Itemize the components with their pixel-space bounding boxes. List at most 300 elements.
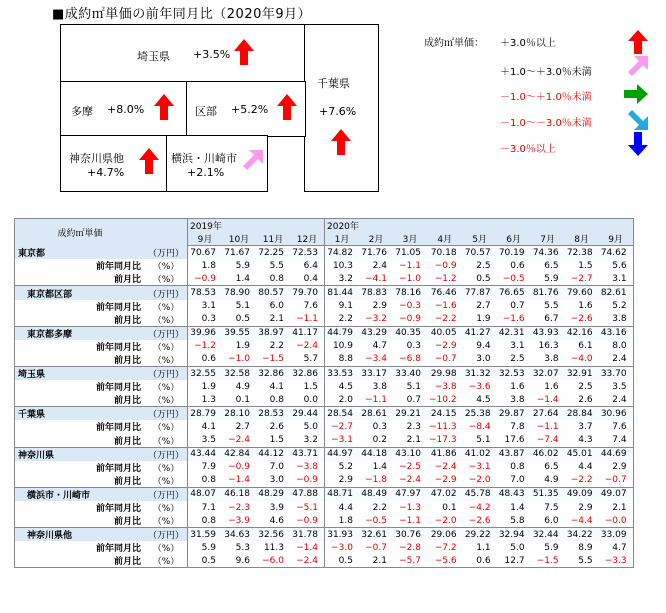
table-cell: −1.1 bbox=[393, 514, 427, 528]
table-row bbox=[15, 380, 634, 393]
table-cell: 7.9 bbox=[188, 461, 223, 474]
table-cell: 43.10 bbox=[393, 447, 427, 461]
table-cell: 34.63 bbox=[222, 528, 256, 542]
table-row bbox=[15, 487, 634, 501]
table-cell: 0.1 bbox=[222, 393, 256, 407]
table-cell: −1.2 bbox=[427, 272, 463, 286]
table-cell: −1.4 bbox=[222, 474, 256, 488]
group-name: 東京都 bbox=[15, 246, 146, 260]
table-cell: 32.56 bbox=[256, 528, 290, 542]
table-cell: 0.7 bbox=[393, 393, 427, 407]
table-cell: 9.1 bbox=[325, 300, 360, 313]
table-cell: 5.0 bbox=[510, 542, 525, 553]
row-label: 前月比 bbox=[15, 393, 146, 407]
table-cell: −2.5 bbox=[399, 462, 421, 473]
table-row bbox=[15, 447, 634, 461]
group-name: 東京都多摩 bbox=[15, 326, 146, 340]
region-tama bbox=[60, 81, 188, 137]
table-row bbox=[15, 353, 634, 367]
region-tama-name: 多摩 bbox=[71, 105, 93, 118]
table-cell: 3.8 bbox=[531, 353, 565, 367]
table-cell: 6.0 bbox=[531, 514, 565, 528]
table-cell: −2.4 bbox=[290, 554, 325, 568]
table-cell: −2.9 bbox=[427, 474, 463, 488]
table-cell: 2.9 bbox=[578, 502, 593, 513]
table-cell: −6.8 bbox=[393, 353, 427, 367]
table-cell: −3.9 bbox=[222, 514, 256, 528]
table-cell: 2.9 bbox=[325, 474, 360, 488]
row-label: 前月比 bbox=[15, 313, 146, 327]
table-cell: 1.4 bbox=[222, 272, 256, 286]
table-cell: 2.7 bbox=[235, 421, 250, 432]
table-cell: 33.70 bbox=[599, 367, 634, 381]
table-cell: 44.12 bbox=[256, 447, 290, 461]
row-label: 前年同月比 bbox=[15, 340, 146, 353]
table-cell: 47.88 bbox=[290, 487, 325, 501]
table-cell: 38.97 bbox=[256, 326, 290, 340]
table-cell: 30.76 bbox=[393, 528, 427, 542]
table-cell: −1.0 bbox=[393, 272, 427, 286]
table-cell: 72.53 bbox=[290, 246, 325, 260]
table-cell: 5.9 bbox=[544, 542, 559, 553]
table-cell: 76.46 bbox=[427, 286, 463, 300]
table-row bbox=[15, 272, 634, 286]
table-cell: 7.5 bbox=[544, 502, 559, 513]
table-cell: 0.5 bbox=[463, 272, 497, 286]
table-cell: −10.2 bbox=[427, 393, 463, 407]
table-cell: 78.83 bbox=[359, 286, 393, 300]
table-cell: 3.1 bbox=[599, 272, 634, 286]
table-cell: 71.05 bbox=[393, 246, 427, 260]
table-cell: −1.1 bbox=[399, 260, 421, 271]
legend-label: ＋3.0％以上 bbox=[500, 38, 556, 49]
table-cell: −1.5 bbox=[256, 353, 290, 367]
table-cell: 31.32 bbox=[463, 367, 497, 381]
table-cell: 7.6 bbox=[599, 420, 634, 433]
row-label: 前年同月比 bbox=[15, 541, 146, 554]
table-row bbox=[15, 326, 634, 340]
table-cell: −3.1 bbox=[325, 434, 360, 448]
unit-label: （%） bbox=[145, 554, 188, 568]
table-cell: 1.4 bbox=[372, 462, 387, 473]
table-cell: 44.97 bbox=[325, 447, 360, 461]
unit-label: （%） bbox=[152, 262, 180, 273]
table-cell: 44.18 bbox=[359, 447, 393, 461]
table-cell: 48.71 bbox=[325, 487, 360, 501]
row-label: 前年同月比 bbox=[15, 380, 146, 393]
unit-label: （%） bbox=[152, 342, 180, 353]
table-cell: −4.1 bbox=[359, 272, 393, 286]
table-cell: 4.1 bbox=[269, 381, 284, 392]
table-cell: 70.67 bbox=[188, 246, 223, 260]
table-cell: 9.4 bbox=[476, 341, 491, 352]
table-cell: 1.5 bbox=[303, 381, 318, 392]
table-row bbox=[15, 259, 634, 272]
table-cell: −1.1 bbox=[290, 313, 325, 327]
row-label: 前月比 bbox=[15, 514, 146, 528]
table-row bbox=[15, 420, 634, 433]
table-row bbox=[15, 340, 634, 353]
price-table bbox=[14, 218, 654, 568]
region-chiba-name: 千葉県 bbox=[317, 77, 350, 90]
table-cell: −2.9 bbox=[434, 341, 457, 352]
region-kanagawa-other-name: 神奈川県他 bbox=[69, 152, 124, 165]
table-cell: 79.60 bbox=[565, 286, 599, 300]
group-name: 横浜市・川崎市 bbox=[15, 487, 146, 501]
month-header: 1月 bbox=[325, 232, 360, 246]
table-cell: 33.09 bbox=[599, 528, 634, 542]
table-cell: 2.5 bbox=[476, 260, 491, 271]
group-name: 東京都区部 bbox=[15, 286, 146, 300]
unit-label: （万円） bbox=[145, 447, 188, 461]
table-cell: 2.6 bbox=[269, 421, 284, 432]
table-cell: 7.8 bbox=[510, 421, 525, 432]
table-cell: 10.9 bbox=[325, 340, 360, 353]
table-cell: 79.70 bbox=[290, 286, 325, 300]
table-cell: −2.8 bbox=[399, 542, 421, 553]
table-cell: 0.3 bbox=[188, 313, 223, 327]
table-cell: −2.0 bbox=[427, 514, 463, 528]
table-cell: 4.5 bbox=[463, 393, 497, 407]
table-cell: 7.0 bbox=[269, 462, 284, 473]
table-cell: 5.2 bbox=[325, 461, 360, 474]
table-row bbox=[15, 461, 634, 474]
table-cell: 0.2 bbox=[359, 434, 393, 448]
row-label: 前月比 bbox=[15, 474, 146, 488]
table-cell: 1.5 bbox=[578, 260, 593, 271]
table-cell: 2.1 bbox=[256, 313, 290, 327]
table-cell: −0.9 bbox=[228, 462, 250, 473]
table-cell: −0.9 bbox=[434, 260, 457, 271]
table-cell: −8.4 bbox=[468, 421, 491, 432]
unit-label: （%） bbox=[152, 504, 180, 515]
table-row bbox=[15, 367, 634, 381]
table-cell: 16.3 bbox=[538, 341, 559, 352]
table-cell: 2.5 bbox=[578, 381, 593, 392]
table-cell: −2.6 bbox=[463, 514, 497, 528]
table-cell: 3.2 bbox=[290, 434, 325, 448]
table-cell: 2.1 bbox=[599, 501, 634, 514]
table-cell: 70.18 bbox=[427, 246, 463, 260]
table-cell: 3.2 bbox=[325, 272, 360, 286]
table-row bbox=[15, 246, 634, 260]
month-header: 12月 bbox=[290, 232, 325, 246]
table-cell: 5.1 bbox=[235, 301, 250, 312]
table-cell: 70.19 bbox=[497, 246, 531, 260]
unit-label: （%） bbox=[145, 353, 188, 367]
table-cell: 82.61 bbox=[599, 286, 634, 300]
month-header: 6月 bbox=[497, 232, 531, 246]
table-cell: 1.1 bbox=[476, 542, 491, 553]
table-cell: −0.9 bbox=[290, 514, 325, 528]
table-cell: 41.17 bbox=[290, 326, 325, 340]
table-cell: −2.2 bbox=[565, 474, 599, 488]
page-title: ■成約㎡単価の前年同月比（2020年9月） bbox=[52, 7, 312, 22]
table-cell: 0.7 bbox=[510, 301, 525, 312]
table-cell: −1.1 bbox=[359, 393, 393, 407]
table-cell: 5.9 bbox=[235, 260, 250, 271]
table-cell: 28.54 bbox=[325, 407, 360, 421]
table-cell: 1.6 bbox=[544, 381, 559, 392]
table-cell: −5.1 bbox=[296, 502, 318, 513]
table-cell: 32.86 bbox=[290, 367, 325, 381]
row-label: 前月比 bbox=[15, 272, 146, 286]
table-cell: −0.9 bbox=[393, 313, 427, 327]
table-cell: −2.4 bbox=[393, 474, 427, 488]
table-cell: 44.69 bbox=[599, 447, 634, 461]
table-cell: 2.6 bbox=[565, 393, 599, 407]
table-cell: 42.16 bbox=[565, 326, 599, 340]
table-cell: −3.3 bbox=[599, 554, 634, 568]
table-cell: 32.07 bbox=[531, 367, 565, 381]
unit-label: （%） bbox=[145, 434, 188, 448]
table-cell: 77.87 bbox=[463, 286, 497, 300]
table-cell: 46.02 bbox=[531, 447, 565, 461]
table-cell: 3.8 bbox=[497, 393, 531, 407]
table-cell: 1.3 bbox=[188, 393, 223, 407]
table-cell: 74.36 bbox=[531, 246, 565, 260]
table-cell: 30.96 bbox=[599, 407, 634, 421]
table-cell: 0.8 bbox=[256, 393, 290, 407]
table-cell: −4.4 bbox=[565, 514, 599, 528]
table-cell: 2.1 bbox=[393, 434, 427, 448]
table-cell: 76.65 bbox=[497, 286, 531, 300]
table-cell: 2.9 bbox=[599, 461, 634, 474]
table-cell: 7.0 bbox=[497, 474, 531, 488]
table-cell: −3.0 bbox=[325, 541, 360, 554]
table-cell: 0.5 bbox=[188, 554, 223, 568]
group-name: 千葉県 bbox=[15, 407, 146, 421]
row-label: 前月比 bbox=[15, 434, 146, 448]
table-cell: 5.5 bbox=[544, 301, 559, 312]
arrow-up-right-icon bbox=[241, 150, 263, 172]
table-cell: 2.4 bbox=[599, 353, 634, 367]
table-cell: 5.7 bbox=[290, 353, 325, 367]
table-cell: 5.1 bbox=[406, 381, 421, 392]
table-cell: −5.7 bbox=[393, 554, 427, 568]
table-cell: 5.6 bbox=[599, 259, 634, 272]
table-cell: 32.44 bbox=[531, 528, 565, 542]
legend-prefix: 成約㎡単価： bbox=[424, 38, 484, 49]
table-cell: 31.93 bbox=[325, 528, 360, 542]
table-cell: 32.61 bbox=[359, 528, 393, 542]
table-cell: 5.1 bbox=[463, 434, 497, 448]
table-cell: 0.8 bbox=[256, 272, 290, 286]
table-cell: 6.0 bbox=[269, 301, 284, 312]
table-cell: −1.1 bbox=[536, 421, 559, 432]
legend-label: ＋1.0～＋3.0％未満 bbox=[500, 67, 592, 78]
table-cell: −0.7 bbox=[427, 353, 463, 367]
table-cell: 32.55 bbox=[188, 367, 223, 381]
region-chiba-value: +7.6% bbox=[319, 105, 357, 118]
unit-label: （万円） bbox=[145, 407, 188, 421]
month-header: 3月 bbox=[393, 232, 427, 246]
table-cell: 6.1 bbox=[578, 341, 593, 352]
table-cell: 1.4 bbox=[510, 502, 525, 513]
table-cell: 48.29 bbox=[256, 487, 290, 501]
table-cell: 10.3 bbox=[325, 259, 360, 272]
table-cell: −2.0 bbox=[463, 474, 497, 488]
table-row bbox=[15, 474, 634, 488]
table-cell: 43.93 bbox=[531, 326, 565, 340]
table-cell: 71.67 bbox=[222, 246, 256, 260]
table-cell: 40.35 bbox=[393, 326, 427, 340]
month-header: 9月 bbox=[188, 232, 223, 246]
table-cell: 70.57 bbox=[463, 246, 497, 260]
table-cell: 0.6 bbox=[188, 353, 223, 367]
table-cell: 33.53 bbox=[325, 367, 360, 381]
table-cell: 47.97 bbox=[393, 487, 427, 501]
table-cell: 28.61 bbox=[359, 407, 393, 421]
table-cell: 12.7 bbox=[497, 554, 531, 568]
table-cell: 1.9 bbox=[235, 341, 250, 352]
legend-label: －1.0～－3.0％未満 bbox=[500, 118, 592, 129]
table-cell: 17.6 bbox=[497, 434, 531, 448]
arrow-up-icon bbox=[154, 94, 174, 120]
table-cell: 4.1 bbox=[188, 420, 223, 433]
header-year-row bbox=[15, 219, 634, 233]
region-yokohama-kawasaki bbox=[166, 135, 268, 192]
table-cell: 3.1 bbox=[510, 341, 525, 352]
table-cell: 7.1 bbox=[188, 501, 223, 514]
table-cell: −1.6 bbox=[434, 301, 457, 312]
table-cell: 72.25 bbox=[256, 246, 290, 260]
table-row bbox=[15, 501, 634, 514]
table-cell: 4.7 bbox=[372, 341, 387, 352]
table-cell: −4.0 bbox=[565, 353, 599, 367]
table-cell: 2.2 bbox=[269, 341, 284, 352]
table-cell: 11.3 bbox=[263, 542, 284, 553]
table-cell: 39.55 bbox=[222, 326, 256, 340]
row-label: 前月比 bbox=[15, 554, 146, 568]
table-cell: −2.7 bbox=[325, 420, 360, 433]
unit-label: （%） bbox=[152, 423, 180, 434]
table-cell: −2.3 bbox=[228, 502, 250, 513]
table-cell: −1.4 bbox=[531, 393, 565, 407]
legend-label: －3.0％以上 bbox=[500, 144, 556, 155]
region-chiba bbox=[304, 24, 379, 192]
table-cell: 3.5 bbox=[188, 434, 223, 448]
table-cell: −1.3 bbox=[399, 502, 421, 513]
table-cell: 0.1 bbox=[442, 502, 457, 513]
table-cell: −0.5 bbox=[359, 514, 393, 528]
table-cell: 31.78 bbox=[290, 528, 325, 542]
table-cell: −7.4 bbox=[531, 434, 565, 448]
table-cell: 4.5 bbox=[325, 380, 360, 393]
table-cell: 4.9 bbox=[235, 381, 250, 392]
table-cell: 25.38 bbox=[463, 407, 497, 421]
table-cell: −3.2 bbox=[359, 313, 393, 327]
table-cell: −2.2 bbox=[427, 313, 463, 327]
table-cell: 72.38 bbox=[565, 246, 599, 260]
table-cell: 2.7 bbox=[476, 301, 491, 312]
table-row bbox=[15, 541, 634, 554]
table-cell: 39.96 bbox=[188, 326, 223, 340]
table-cell: −7.2 bbox=[434, 542, 457, 553]
table-cell: 40.05 bbox=[427, 326, 463, 340]
table-cell: 43.44 bbox=[188, 447, 223, 461]
unit-label: （%） bbox=[145, 313, 188, 327]
arrow-up-icon bbox=[628, 30, 648, 54]
table-cell: −3.1 bbox=[468, 462, 491, 473]
table-cell: 48.49 bbox=[359, 487, 393, 501]
group-name: 神奈川県他 bbox=[15, 528, 146, 542]
arrow-right-icon bbox=[624, 84, 648, 104]
table-cell: 0.8 bbox=[510, 462, 525, 473]
table-cell: 4.4 bbox=[578, 462, 593, 473]
table-cell: 49.09 bbox=[565, 487, 599, 501]
table-cell: 4.9 bbox=[531, 474, 565, 488]
table-cell: 34.22 bbox=[565, 528, 599, 542]
table-cell: 32.53 bbox=[497, 367, 531, 381]
table-cell: −0.9 bbox=[188, 272, 223, 286]
table-cell: 31.59 bbox=[188, 528, 223, 542]
table-cell: −3.4 bbox=[359, 353, 393, 367]
table-cell: −6.0 bbox=[256, 554, 290, 568]
table-cell: 0.3 bbox=[372, 421, 387, 432]
table-cell: −17.3 bbox=[427, 434, 463, 448]
table-cell: 5.3 bbox=[235, 542, 250, 553]
table-cell: 27.64 bbox=[531, 407, 565, 421]
region-yokohama-name: 横浜・川崎市 bbox=[171, 152, 237, 165]
table-cell: 45.01 bbox=[565, 447, 599, 461]
table-cell: 1.6 bbox=[578, 301, 593, 312]
table-cell: −1.0 bbox=[222, 353, 256, 367]
table-cell: 42.84 bbox=[222, 447, 256, 461]
table-cell: 1.5 bbox=[256, 434, 290, 448]
table-cell: 6.7 bbox=[531, 313, 565, 327]
table-cell: −5.6 bbox=[427, 554, 463, 568]
header-year-2019: 2019年 bbox=[188, 219, 325, 233]
table-cell: 32.58 bbox=[222, 367, 256, 381]
table-cell: 42.31 bbox=[497, 326, 531, 340]
table-cell: 0.6 bbox=[510, 260, 525, 271]
row-label: 前月比 bbox=[15, 353, 146, 367]
region-saitama bbox=[60, 24, 306, 83]
arrow-up-right-icon bbox=[626, 56, 648, 78]
region-kanagawa-other bbox=[60, 135, 168, 192]
table-cell: 0.5 bbox=[222, 313, 256, 327]
month-header: 2月 bbox=[359, 232, 393, 246]
table-cell: 43.16 bbox=[599, 326, 634, 340]
table-cell: 1.9 bbox=[188, 380, 223, 393]
arrow-down-icon bbox=[628, 132, 648, 156]
unit-label: （万円） bbox=[145, 487, 188, 501]
table-cell: 81.44 bbox=[325, 286, 360, 300]
table-cell: −2.6 bbox=[565, 313, 599, 327]
table-cell: 5.0 bbox=[303, 421, 318, 432]
month-header: 5月 bbox=[463, 232, 497, 246]
table-cell: −1.6 bbox=[497, 313, 531, 327]
table-cell: 3.0 bbox=[463, 353, 497, 367]
table-cell: 74.62 bbox=[599, 246, 634, 260]
table-cell: 2.4 bbox=[372, 260, 387, 271]
table-row bbox=[15, 313, 634, 327]
table-cell: −3.6 bbox=[468, 381, 491, 392]
header-label: 成約㎡単価 bbox=[15, 219, 146, 246]
table-cell: 9.6 bbox=[222, 554, 256, 568]
table-cell: 3.0 bbox=[256, 474, 290, 488]
table-cell: 3.5 bbox=[599, 380, 634, 393]
region-saitama-value: +3.5% bbox=[193, 48, 231, 61]
table-row bbox=[15, 407, 634, 421]
table-cell: 48.43 bbox=[497, 487, 531, 501]
table-cell: 29.06 bbox=[427, 528, 463, 542]
unit-label: （万円） bbox=[145, 246, 188, 260]
table-cell: 6.4 bbox=[303, 260, 318, 271]
month-header: 10月 bbox=[222, 232, 256, 246]
table-cell: −2.7 bbox=[565, 272, 599, 286]
